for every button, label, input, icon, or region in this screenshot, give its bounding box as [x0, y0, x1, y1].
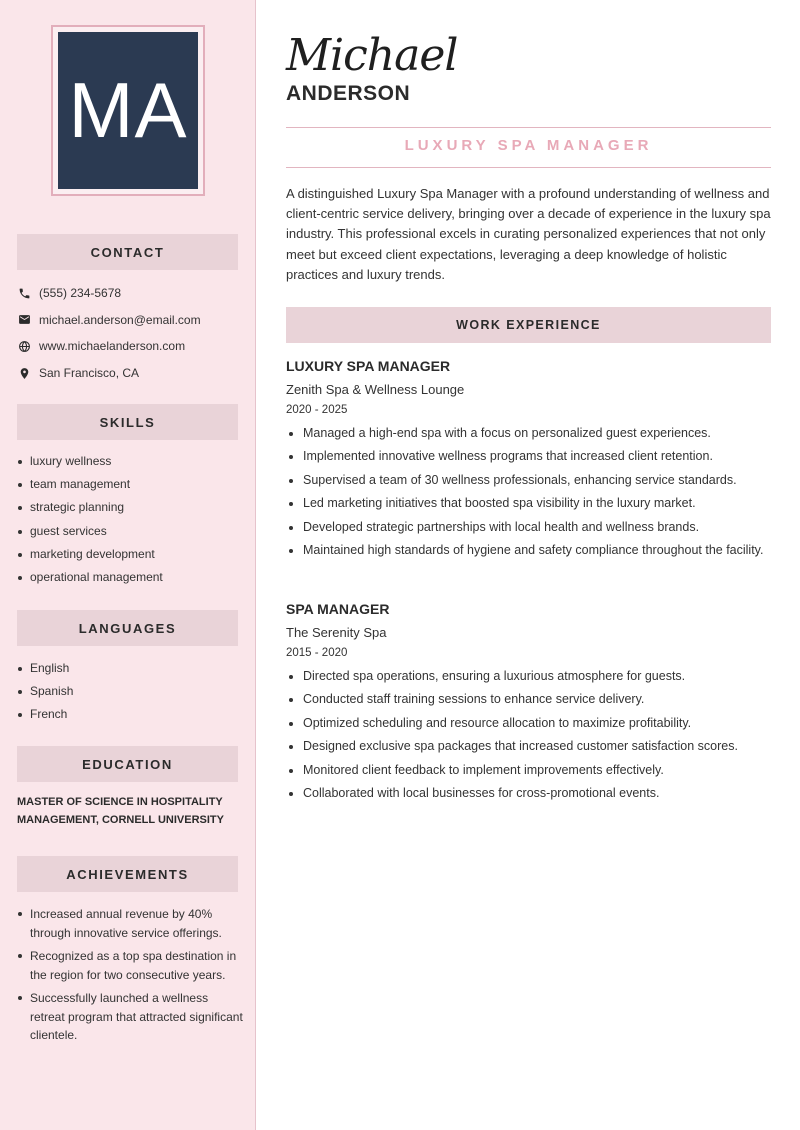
- languages-list: [17, 657, 243, 727]
- email-link[interactable]: michael.anderson@email.com: [39, 312, 201, 327]
- job-role: LUXURY SPA MANAGER: [286, 358, 451, 374]
- phone-text: (555) 234-5678: [39, 286, 122, 301]
- mail-icon: [17, 313, 31, 327]
- language-item: English: [17, 657, 243, 680]
- duty-item: Optimized scheduling and resource allocation to maximize profitability.: [286, 714, 771, 734]
- education-header: EDUCATION: [17, 746, 238, 782]
- phone-icon: [17, 286, 31, 300]
- duty-item: Supervised a team of 30 wellness professionals, enhancing service standards.: [286, 471, 771, 491]
- skills-list: [17, 450, 243, 589]
- skill-item: marketing development: [17, 543, 243, 566]
- contact-phone: [17, 280, 247, 307]
- achievement-item: Recognized as a top spa destination in the region for two consecutive years.: [17, 947, 243, 984]
- duty-item: Led marketing initiatives that boosted spa visibility in the luxury market.: [286, 494, 771, 514]
- job-years: 2015 - 2020: [286, 647, 348, 659]
- job-role: SPA MANAGER: [286, 601, 390, 617]
- title-rule-bottom: [286, 167, 771, 168]
- location-text: San Francisco, CA: [39, 366, 140, 381]
- website-link[interactable]: www.michaelanderson.com: [39, 339, 186, 354]
- duty-item: Collaborated with local businesses for cross-promotional events.: [286, 784, 771, 804]
- duty-item: Monitored client feedback to implement improvements effectively.: [286, 761, 771, 781]
- job-duties: [286, 667, 771, 804]
- title-rule-top: [286, 127, 771, 128]
- skill-item: team management: [17, 473, 243, 496]
- job-company: The Serenity Spa: [286, 625, 387, 640]
- duty-item: Designed exclusive spa packages that increased customer satisfaction scores.: [286, 737, 771, 757]
- contact-email: [17, 307, 247, 334]
- language-item: Spanish: [17, 680, 243, 703]
- education-entry: MASTER OF SCIENCE IN HOSPITALITY MANAGEMENT, CORNELL UNIVERSITY: [17, 796, 224, 826]
- skill-item: operational management: [17, 566, 243, 589]
- duty-item: Conducted staff training sessions to enhance service delivery.: [286, 690, 771, 710]
- job-duties: [286, 424, 771, 561]
- location-pin-icon: [17, 366, 31, 380]
- skill-item: strategic planning: [17, 496, 243, 519]
- skill-item: guest services: [17, 520, 243, 543]
- monogram-frame: [51, 25, 205, 196]
- first-name: Michael: [286, 30, 458, 81]
- monogram: MA: [58, 32, 198, 189]
- globe-icon: [17, 339, 31, 353]
- duty-item: Implemented innovative wellness programs that increased client retention.: [286, 447, 771, 467]
- duty-item: Managed a high-end spa with a focus on personalized guest experiences.: [286, 424, 771, 444]
- contact-website: [17, 333, 247, 360]
- profile-summary: A distinguished Luxury Spa Manager with a profound understanding of wellness and client-centric service delivery, bringing over a decade of experience in the luxury spa industry. This professional excels in curating personalized experiences that not only meet but exceed client expectations, leveraging a deep knowledge of holistic practices and luxury trends.: [286, 186, 771, 282]
- sidebar: [0, 0, 256, 1130]
- experience-entry: [286, 358, 771, 564]
- experience-entry: [286, 601, 771, 807]
- job-company: Zenith Spa & Wellness Lounge: [286, 382, 465, 397]
- duty-item: Directed spa operations, ensuring a luxurious atmosphere for guests.: [286, 667, 771, 687]
- last-name: ANDERSON: [286, 82, 411, 105]
- language-item: French: [17, 703, 243, 726]
- achievement-item: Successfully launched a wellness retreat program that attracted significant clientele.: [17, 989, 243, 1045]
- languages-header: LANGUAGES: [17, 610, 238, 646]
- job-title: LUXURY SPA MANAGER: [404, 137, 653, 154]
- work-experience-header: WORK EXPERIENCE: [286, 307, 771, 343]
- duty-item: Maintained high standards of hygiene and safety compliance throughout the facility.: [286, 541, 771, 561]
- duty-item: Developed strategic partnerships with local health and wellness brands.: [286, 518, 771, 538]
- job-years: 2020 - 2025: [286, 404, 348, 416]
- achievements-header: ACHIEVEMENTS: [17, 856, 238, 892]
- skill-item: luxury wellness: [17, 450, 243, 473]
- achievement-item: Increased annual revenue by 40% through innovative service offerings.: [17, 905, 243, 942]
- contact-location: [17, 360, 247, 387]
- skills-header: SKILLS: [17, 404, 238, 440]
- contact-header: CONTACT: [17, 234, 238, 270]
- achievements-list: [17, 905, 243, 1050]
- contact-list: [17, 280, 247, 386]
